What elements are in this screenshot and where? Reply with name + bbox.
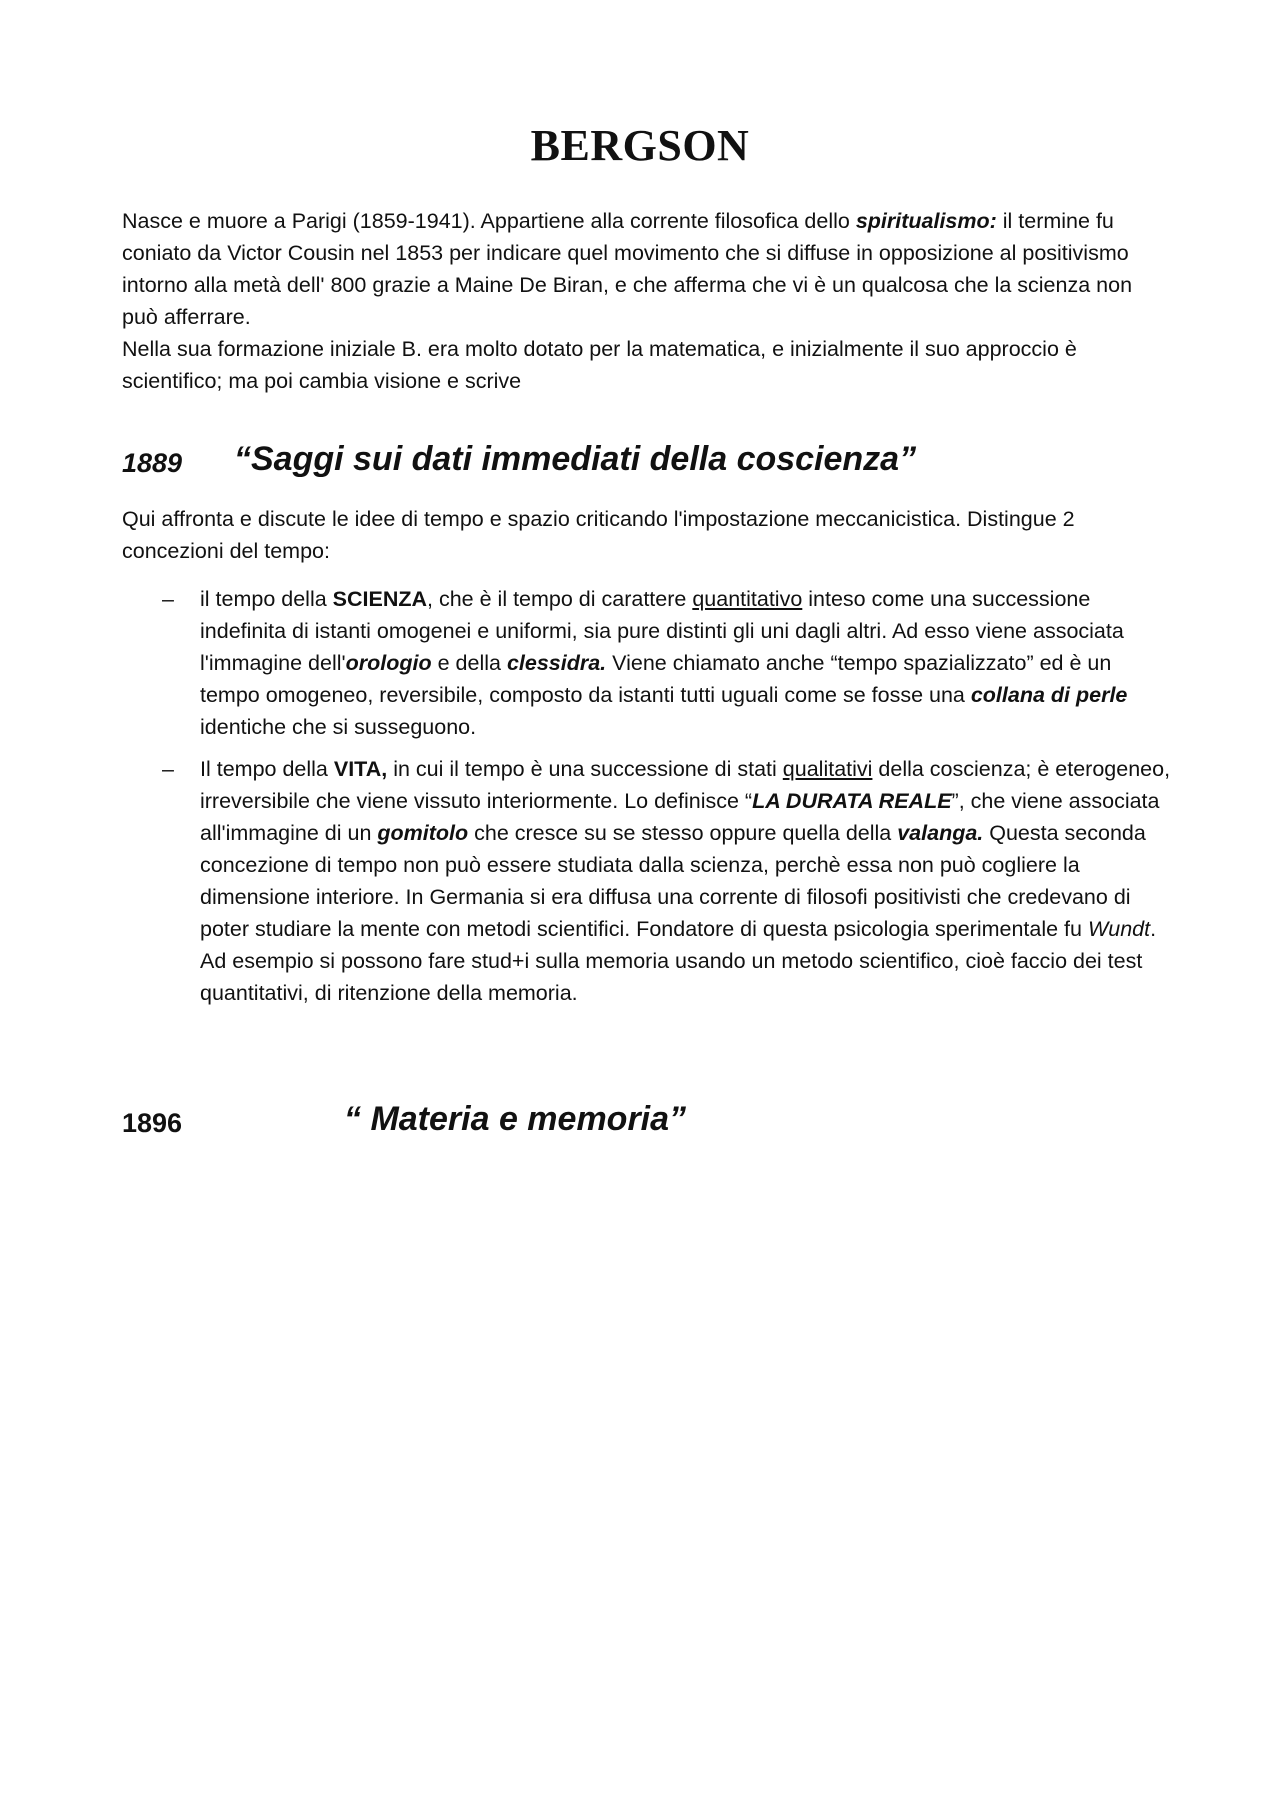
term-durata-reale: LA DURATA REALE [752,789,952,813]
text-run: e della [431,651,507,675]
page-title: BERGSON [530,121,750,170]
intro-paragraph-2: Nella sua formazione iniziale B. era molto dotato per la matematica, e inizialmente il suo approccio è scientifico; ma poi cambia visione e scrive [122,337,1077,393]
text-run: , che è il tempo di carattere [427,587,693,611]
text-run: . Ad esempio si possono fare stud+i sulla memoria usando un metodo scientifico, cioè faccio dei test quantitativi, di ritenzione della memoria. [200,917,1157,1005]
term-valanga: valanga. [897,821,984,845]
section-work-title: “Saggi sui dati immediati della coscienza” [234,440,917,478]
text-run: identiche che si susseguono. [200,715,477,739]
bullet-list [122,583,1172,1019]
text-run: il tempo della [200,587,333,611]
list-item [122,753,1172,1009]
text-run: in cui il tempo è una successione di stati [387,757,783,781]
section-work-title: “ Materia e memoria” [344,1100,687,1138]
intro-text: Nasce e muore a Parigi (1859-1941). Appartiene alla corrente filosofica dello [122,209,856,233]
intro-text: il termine fu coniato da Victor Cousin nel 1853 per indicare quel movimento che si diffuse in opposizione al positivismo intorno alla metà dell' 800 grazie a Maine De Biran, e che afferma che vi è un qualcosa che la scienza non può afferrare. [122,209,1133,329]
dash-bullet-icon: – [162,757,174,781]
term-gomitolo: gomitolo [377,821,469,845]
term-spiritualismo: spiritualismo: [855,209,997,233]
text-run: Viene chiamato anche “tempo spazializzato” ed è un tempo omogeneo, reversibile, composto da istanti tutti uguali come se fosse una [200,651,1112,707]
term-wundt: Wundt [1087,917,1151,941]
term-clessidra: clessidra. [506,651,607,675]
text-run: inteso come una successione indefinita di istanti omogenei e uniformi, sia pure distinti gli uni dagli altri. Ad esso viene associata l'immagine dell' [200,587,1124,675]
text-run: Questa seconda concezione di tempo non può essere studiata dalla scienza, perchè essa non può cogliere la dimensione interiore. In Germania si era diffusa una corrente di filosofi positivisti che credevano di poter studiare la mente con metodi scientifici. Fondatore di questa psicologia sperimentale fu [200,821,1146,941]
list-item [122,583,1172,743]
section-year: 1896 [122,1108,183,1138]
intro-paragraph-1 [122,205,1172,333]
term-collana-di-perle: collana di perle [970,683,1128,707]
term-scienza: SCIENZA [332,587,428,611]
dash-bullet-icon: – [162,587,174,611]
intro-section [122,205,1172,397]
text-run: che cresce su se stesso oppure quella della [468,821,898,845]
term-quantitativo: quantitativo [692,587,803,611]
text-run: della coscienza; è eterogeneo, irreversibile che viene vissuto interiormente. Lo definisce “ [200,757,1171,813]
term-qualitativi: qualitativi [782,757,873,781]
text-run: ”, che viene associata all'immagine di un [200,789,1160,845]
list-item-text [200,753,1172,1009]
section-intro-paragraph: Qui affronta e discute le idee di tempo e spazio criticando l'impostazione meccanicistica. Distingue 2 concezioni del tempo: [122,507,1075,563]
term-vita: VITA, [333,757,388,781]
list-item-text [200,583,1172,743]
text-run: Il tempo della [200,757,334,781]
section-year: 1889 [122,448,183,478]
term-orologio: orologio [345,651,432,675]
